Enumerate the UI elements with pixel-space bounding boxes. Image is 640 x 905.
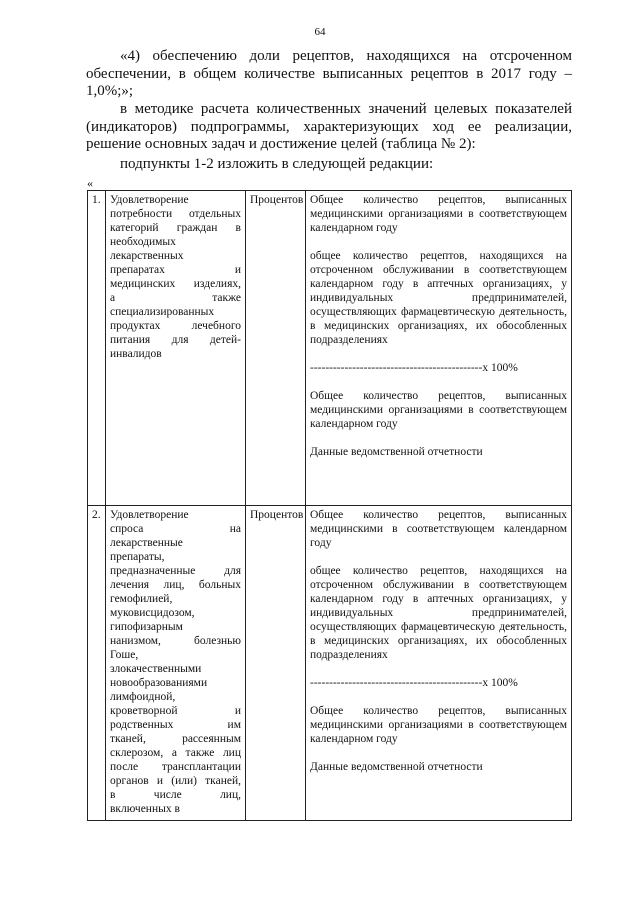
row-number: 2. — [88, 506, 106, 821]
indicator-name-line: Гоше, — [110, 649, 139, 661]
indicator-name-line: тканей, рассеянным — [110, 733, 241, 745]
data-source-text: Данные ведомственной отчетности — [310, 446, 483, 458]
indicator-name-line: гемофилией, — [110, 593, 173, 605]
calculation-formula — [306, 191, 572, 506]
formula-denominator-text: Общее количество рецептов, выписанных медицинскими организациями в соответствующем календарном году — [310, 705, 567, 745]
formula-total-text: Общее количество рецептов, выписанных медицинскими организациями в соответствующем календарном году — [310, 194, 567, 234]
indicator-name-line: кроветворной и — [110, 705, 241, 717]
indicator-name-line: склерозом, а также лиц — [110, 747, 241, 759]
indicator-name-line: лечения лиц, больных — [110, 579, 241, 591]
indicator-name-line: лекарственных — [110, 250, 184, 262]
formula-deferred-text: общее количество рецептов, находящихся на отсроченном обслуживании в соответствующем календарном году в аптечных организациях, у индивидуальных предпринимателей, осуществляющих фармацевтическую деятельность, в медицинских организациях, их обособленных подразделениях — [310, 250, 567, 346]
indicator-name-line: новообразованиями — [110, 677, 208, 689]
table-row — [88, 191, 572, 506]
formula-denominator-text: Общее количество рецептов, выписанных медицинскими организациями в соответствующем календарном году — [310, 390, 567, 430]
indicator-name-line: категорий граждан в — [110, 222, 241, 234]
paragraph-subitems: подпункты 1-2 изложить в следующей редакции: — [120, 156, 434, 172]
indicator-name-line: органов и (или) тканей, — [110, 775, 241, 787]
indicator-name-line: после трансплантации — [110, 761, 241, 773]
indicator-name-line: Удовлетворение — [110, 509, 189, 521]
indicator-name-line: а также — [110, 292, 241, 304]
indicator-name-line: гипофизарным — [110, 621, 183, 633]
paragraph-methodology: в методике расчета количественных значений целевых показателей (индикаторов) подпрограммы, характеризующих ход ее реализации, решение основных задач и достижение целей (таблица № 2): — [86, 101, 572, 152]
indicator-name-line: Удовлетворение — [110, 194, 189, 206]
indicator-name-line: медицинских изделиях, — [110, 278, 241, 290]
indicator-name — [106, 191, 246, 506]
indicator-name-line: злокачественными — [110, 663, 202, 675]
indicator-name-line: спроса на — [110, 523, 241, 535]
indicator-name-line: инвалидов — [110, 348, 162, 360]
paragraph-item-4: «4) обеспечению доли рецептов, находящихся на отсроченном обеспечении, в общем количестве выписанных рецептов в 2017 году – 1,0%;»; — [86, 48, 572, 99]
calculation-formula — [306, 506, 572, 821]
unit-of-measure: Процентов — [246, 506, 306, 821]
indicators-table — [87, 190, 572, 821]
row-number: 1. — [88, 191, 106, 506]
indicator-name-line: продуктах лечебного — [110, 320, 241, 332]
indicator-name-line: потребности отдельных — [110, 208, 241, 220]
indicator-name-line: препараты, — [110, 551, 165, 563]
indicator-name-line: включенных в — [110, 803, 180, 815]
open-quote: « — [87, 176, 93, 190]
indicator-name-line: лекарственные — [110, 537, 183, 549]
indicator-name-line: необходимых — [110, 236, 176, 248]
page-number: 64 — [314, 26, 326, 38]
indicator-name-line: лимфоидной, — [110, 691, 176, 703]
formula-fraction-line: ---------------------------------------------х 100% — [310, 677, 518, 689]
table-row — [88, 506, 572, 821]
indicator-name-line: муковисцидозом, — [110, 607, 195, 619]
indicator-name-line: питания для детей- — [110, 334, 241, 346]
indicator-name-line: специализированных — [110, 306, 215, 318]
unit-of-measure: Процентов — [246, 191, 306, 506]
formula-deferred-text: общее количество рецептов, находящихся на отсроченном обслуживании в соответствующем календарном году в аптечных организациях, у индивидуальных предпринимателей, осуществляющих фармацевтическую деятельность, в медицинских организациях, их обособленных подразделениях — [310, 565, 567, 661]
indicator-name-line: родственных им — [110, 719, 241, 731]
indicator-name-line: нанизмом, болезнью — [110, 635, 241, 647]
indicator-name-line: предназначенные для — [110, 565, 241, 577]
indicator-name — [106, 506, 246, 821]
formula-fraction-line: ---------------------------------------------х 100% — [310, 362, 518, 374]
indicator-name-line: препаратах и — [110, 264, 241, 276]
indicator-name-line: в числе лиц, — [110, 789, 241, 801]
data-source-text: Данные ведомственной отчетности — [310, 761, 483, 773]
formula-total-text: Общее количество рецептов, выписанных медицинскими в соответствующем календарном году — [310, 509, 567, 549]
